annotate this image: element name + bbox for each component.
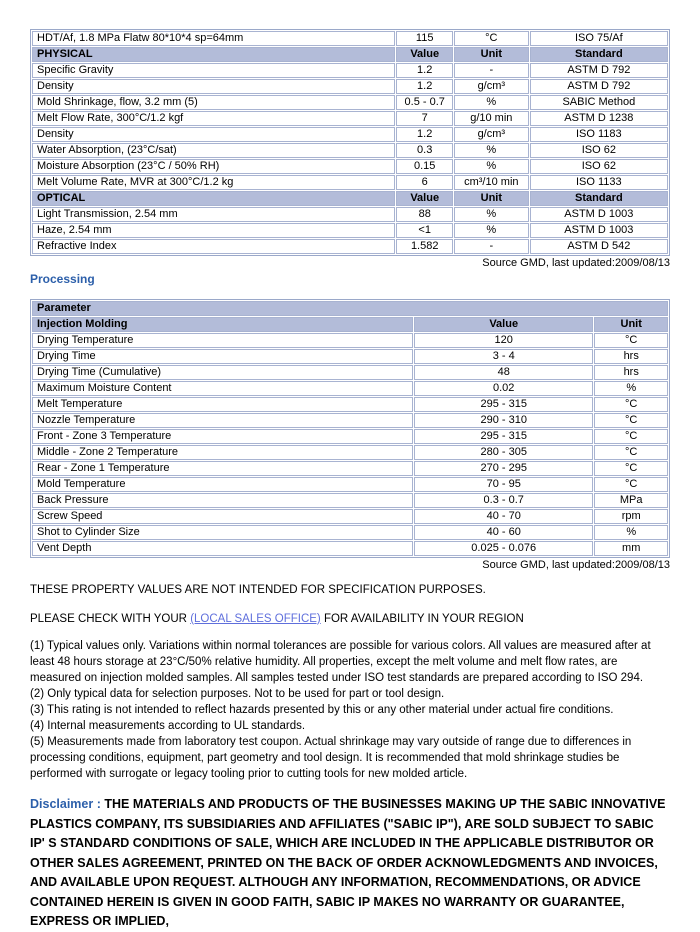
column-header-unit: Unit (454, 191, 529, 206)
unit-cell: hrs (594, 365, 668, 380)
unit-cell: °C (594, 477, 668, 492)
value-cell: 3 - 4 (414, 349, 593, 364)
injection-molding-header-row (32, 317, 668, 332)
value-cell: 0.15 (396, 159, 453, 174)
standard-cell: ISO 62 (530, 143, 668, 158)
parameter-cell: Drying Time (Cumulative) (32, 365, 413, 380)
column-header-standard: Standard (530, 191, 668, 206)
unit-cell: °C (594, 429, 668, 444)
standard-cell: ASTM D 1003 (530, 223, 668, 238)
property-cell: Refractive Index (32, 239, 395, 254)
section-header-optical (32, 191, 668, 206)
unit-cell: hrs (594, 349, 668, 364)
table-row (32, 381, 668, 396)
column-header-value: Value (396, 191, 453, 206)
unit-cell: °C (594, 397, 668, 412)
source-note: Source GMD, last updated:2009/08/13 (482, 257, 670, 269)
table-row (32, 175, 668, 190)
standard-cell: ISO 1183 (530, 127, 668, 142)
value-cell: 0.02 (414, 381, 593, 396)
processing-table (30, 299, 670, 558)
parameter-cell: Drying Temperature (32, 333, 413, 348)
value-cell: 120 (414, 333, 593, 348)
parameter-cell: Back Pressure (32, 493, 413, 508)
standard-cell: ASTM D 542 (530, 239, 668, 254)
standard-cell: ASTM D 1003 (530, 207, 668, 222)
table-row (32, 223, 668, 238)
processing-heading: Processing (30, 272, 95, 286)
standard-cell: SABIC Method (530, 95, 668, 110)
footnote-1: (1) Typical values only. Variations within normal tolerances are possible for various colors. All values are measured after at least 48 hours storage at 23°C/50% relative humidity. All properties, except the melt volume and melt flow rates, are measured on injection molded samples. All samples tested under ISO test standards are prepared according to ISO 294. (30, 640, 651, 684)
parameter-cell: Shot to Cylinder Size (32, 525, 413, 540)
disclaimer-label: Disclaimer : (30, 797, 101, 811)
property-cell: Melt Volume Rate, MVR at 300°C/1.2 kg (32, 175, 395, 190)
unit-cell: g/cm³ (454, 127, 529, 142)
unit-cell: % (454, 223, 529, 238)
unit-cell: % (454, 159, 529, 174)
table-row (32, 159, 668, 174)
subsection-title: Injection Molding (32, 317, 413, 332)
unit-cell: % (594, 525, 668, 540)
table-row (32, 63, 668, 78)
table-row (32, 143, 668, 158)
availability-suffix: FOR AVAILABILITY IN YOUR REGION (320, 613, 524, 625)
value-cell: 48 (414, 365, 593, 380)
table-row (32, 365, 668, 380)
table-row (32, 95, 668, 110)
standard-cell: ISO 62 (530, 159, 668, 174)
table-row (32, 397, 668, 412)
value-cell: 295 - 315 (414, 429, 593, 444)
value-cell: 280 - 305 (414, 445, 593, 460)
table-row (32, 477, 668, 492)
unit-cell: °C (594, 445, 668, 460)
table-row (32, 461, 668, 476)
table-row (32, 493, 668, 508)
unit-cell: - (454, 239, 529, 254)
standard-cell: ASTM D 792 (530, 63, 668, 78)
parameter-cell: Drying Time (32, 349, 413, 364)
unit-cell: °C (454, 31, 529, 46)
standard-cell: ASTM D 1238 (530, 111, 668, 126)
table-row (32, 239, 668, 254)
value-cell: 40 - 60 (414, 525, 593, 540)
value-cell: 1.582 (396, 239, 453, 254)
property-cell: Specific Gravity (32, 63, 395, 78)
footnotes (30, 638, 670, 782)
unit-cell: % (454, 95, 529, 110)
value-cell: 1.2 (396, 127, 453, 142)
unit-cell: cm³/10 min (454, 175, 529, 190)
table-row (32, 509, 668, 524)
property-cell: Density (32, 79, 395, 94)
table-row (32, 413, 668, 428)
unit-cell: MPa (594, 493, 668, 508)
parameter-header-row (32, 301, 668, 316)
footnote-2: (2) Only typical data for selection purposes. Not to be used for part or tool design. (30, 688, 445, 700)
parameter-header: Parameter (32, 301, 668, 316)
value-cell: 1.2 (396, 79, 453, 94)
table-row (32, 31, 668, 46)
specification-disclaimer-line: THESE PROPERTY VALUES ARE NOT INTENDED FOR SPECIFICATION PURPOSES. (30, 584, 486, 596)
table-row (32, 429, 668, 444)
unit-cell: g/cm³ (454, 79, 529, 94)
properties-table (30, 29, 670, 256)
footnote-5: (5) Measurements made from laboratory test coupon. Actual shrinkage may vary outside of range due to differences in processing conditions, equipment, part geometry and tool design. It is recommended that mold shrinkage studies be performed with surrogate or legacy tooling prior to cutting tools for new molded article. (30, 736, 632, 780)
unit-cell: g/10 min (454, 111, 529, 126)
parameter-cell: Nozzle Temperature (32, 413, 413, 428)
property-cell: Mold Shrinkage, flow, 3.2 mm (5) (32, 95, 395, 110)
section-title: PHYSICAL (32, 47, 395, 62)
property-cell: HDT/Af, 1.8 MPa Flatw 80*10*4 sp=64mm (32, 31, 395, 46)
standard-cell: ISO 75/Af (530, 31, 668, 46)
parameter-cell: Screw Speed (32, 509, 413, 524)
legal-disclaimer (30, 795, 670, 932)
value-cell: 0.3 (396, 143, 453, 158)
unit-cell: rpm (594, 509, 668, 524)
value-cell: <1 (396, 223, 453, 238)
value-cell: 0.025 - 0.076 (414, 541, 593, 556)
unit-cell: % (594, 381, 668, 396)
column-header-value: Value (396, 47, 453, 62)
parameter-cell: Rear - Zone 1 Temperature (32, 461, 413, 476)
section-header-physical (32, 47, 668, 62)
unit-cell: % (454, 143, 529, 158)
value-cell: 7 (396, 111, 453, 126)
value-cell: 70 - 95 (414, 477, 593, 492)
unit-cell: % (454, 207, 529, 222)
value-cell: 290 - 310 (414, 413, 593, 428)
property-cell: Light Transmission, 2.54 mm (32, 207, 395, 222)
availability-prefix: PLEASE CHECK WITH YOUR (30, 613, 191, 625)
property-cell: Haze, 2.54 mm (32, 223, 395, 238)
value-cell: 295 - 315 (414, 397, 593, 412)
availability-line (30, 613, 670, 626)
value-cell: 6 (396, 175, 453, 190)
table-row (32, 525, 668, 540)
unit-cell: °C (594, 333, 668, 348)
value-cell: 0.5 - 0.7 (396, 95, 453, 110)
value-cell: 0.3 - 0.7 (414, 493, 593, 508)
table-row (32, 541, 668, 556)
table-row (32, 111, 668, 126)
unit-cell: - (454, 63, 529, 78)
unit-cell: °C (594, 413, 668, 428)
standard-cell: ASTM D 792 (530, 79, 668, 94)
parameter-cell: Middle - Zone 2 Temperature (32, 445, 413, 460)
unit-cell: mm (594, 541, 668, 556)
parameter-cell: Mold Temperature (32, 477, 413, 492)
parameter-cell: Front - Zone 3 Temperature (32, 429, 413, 444)
local-sales-office-link[interactable]: (LOCAL SALES OFFICE) (190, 613, 321, 625)
value-cell: 115 (396, 31, 453, 46)
value-cell: 1.2 (396, 63, 453, 78)
parameter-cell: Melt Temperature (32, 397, 413, 412)
source-note: Source GMD, last updated:2009/08/13 (482, 559, 670, 571)
column-header-unit: Unit (454, 47, 529, 62)
disclaimer-text: THE MATERIALS AND PRODUCTS OF THE BUSINESSES MAKING UP THE SABIC INNOVATIVE PLASTICS COMPANY, ITS SUBSIDIARIES AND AFFILIATES ("SABIC IP"), ARE SOLD SUBJECT TO SABIC IP' S STANDARD CONDITIONS OF SALE, WHICH ARE INCLUDED IN THE APPLICABLE DISTRIBUTOR OR OTHER SALES AGREEMENT, PRINTED ON THE BACK OF ORDER ACKNOWLEDGMENTS AND INVOICES, AND AVAILABLE UPON REQUEST. ALTHOUGH ANY INFORMATION, RECOMMENDATIONS, OR ADVICE CONTAINED HEREIN IS GIVEN IN GOOD FAITH, SABIC IP MAKES NO WARRANTY OR GUARANTEE, EXPRESS OR IMPLIED, (30, 797, 666, 928)
table-row (32, 207, 668, 222)
unit-cell: °C (594, 461, 668, 476)
property-cell: Density (32, 127, 395, 142)
table-row (32, 79, 668, 94)
section-title: OPTICAL (32, 191, 395, 206)
property-cell: Moisture Absorption (23°C / 50% RH) (32, 159, 395, 174)
property-cell: Melt Flow Rate, 300°C/1.2 kgf (32, 111, 395, 126)
footnote-4: (4) Internal measurements according to UL standards. (30, 720, 306, 732)
footnote-3: (3) This rating is not intended to reflect hazards presented by this or any other material under actual fire conditions. (30, 704, 614, 716)
value-cell: 270 - 295 (414, 461, 593, 476)
value-cell: 88 (396, 207, 453, 222)
table-row (32, 127, 668, 142)
standard-cell: ISO 1133 (530, 175, 668, 190)
table-row (32, 333, 668, 348)
column-header-value: Value (414, 317, 593, 332)
table-row (32, 445, 668, 460)
value-cell: 40 - 70 (414, 509, 593, 524)
column-header-unit: Unit (594, 317, 668, 332)
property-cell: Water Absorption, (23°C/sat) (32, 143, 395, 158)
table-row (32, 349, 668, 364)
parameter-cell: Maximum Moisture Content (32, 381, 413, 396)
column-header-standard: Standard (530, 47, 668, 62)
parameter-cell: Vent Depth (32, 541, 413, 556)
